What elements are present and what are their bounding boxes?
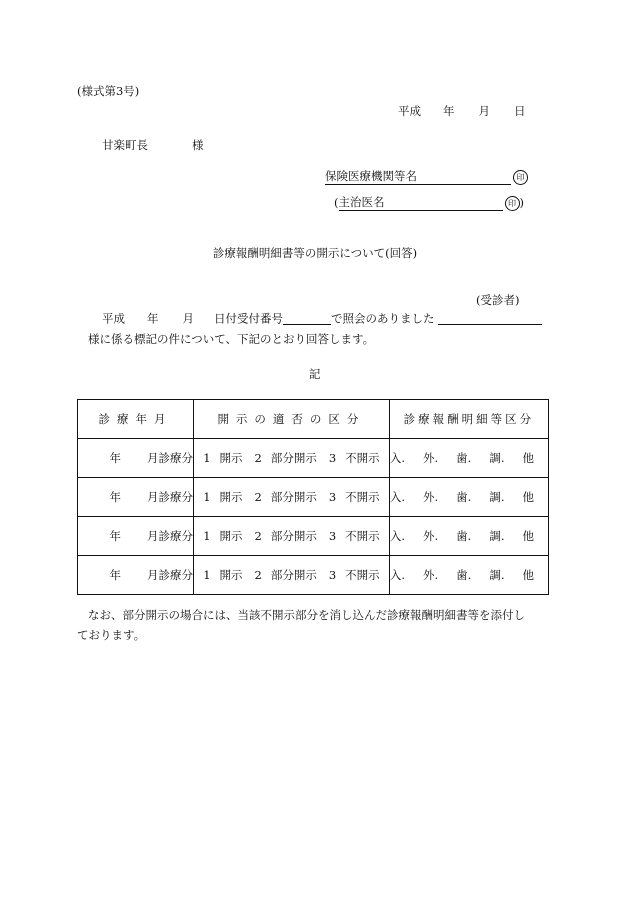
category-cell: 入. 外. 歯. 調. 他 [389,439,548,478]
receipt-number-blank [283,311,331,325]
body-text-after-number: で照会のありました [331,311,435,326]
body-year-unit: 年 [147,311,159,326]
disclosure-cell: 1 開示 2 部分開示 3 不開示 [194,478,390,517]
table-row [78,517,549,556]
body-month-unit: 月 [182,311,194,326]
document-title: 診療報酬明細書等の開示について(回答) [212,246,418,260]
header-disclosure: 開示の適否の区分 [194,400,390,439]
ki-heading: 記 [309,367,321,381]
period-cell: 年 月診療分 [78,478,194,517]
date-month-unit: 月 [478,104,490,118]
category-cell: 入. 外. 歯. 調. 他 [389,556,548,595]
date-day-unit: 日 [514,104,526,118]
institution-label: 保険医療機関等名 [325,169,417,183]
addressee-name: 甘楽町長 [102,138,148,152]
disclosure-cell: 1 開示 2 部分開示 3 不開示 [194,556,390,595]
body-line-1 [102,311,542,325]
category-cell: 入. 外. 歯. 調. 他 [389,478,548,517]
seal-stamp-doctor: 印 [505,196,520,211]
period-cell: 年 月診療分 [78,517,194,556]
patient-name-blank [438,311,542,325]
date-year-unit: 年 [443,104,455,118]
category-cell: 入. 外. 歯. 調. 他 [389,517,548,556]
disclosure-table [77,399,549,595]
period-cell: 年 月診療分 [78,439,194,478]
doctor-open-paren: ( [334,195,339,210]
disclosure-cell: 1 開示 2 部分開示 3 不開示 [194,517,390,556]
table-header-row [78,400,549,439]
sender-doctor [334,196,524,211]
doctor-label: 主治医名 [338,195,385,209]
patient-label: (受診者) [476,293,520,307]
disclosure-cell: 1 開示 2 部分開示 3 不開示 [194,439,390,478]
date-era: 平成 [398,104,421,118]
body-text-before-number: 日付受付番号 [214,311,283,326]
footer-line-1: なお、部分開示の場合には、当該不開示部分を消し込んだ診療報酬明細書等を添付し [88,608,525,622]
footer-line-2: ております。 [77,628,146,642]
header-categories: 診療報酬明細等区分 [389,400,548,439]
seal-stamp-institution: 印 [513,170,528,185]
body-era: 平成 [102,311,125,326]
sender-institution [325,170,528,185]
period-cell: 年 月診療分 [78,556,194,595]
table-row [78,439,549,478]
addressee-honorific: 様 [192,138,204,152]
header-period: 診療年月 [78,400,194,439]
body-line-2: 様に係る標記の件について、下記のとおり回答します。 [88,332,375,346]
table-row [78,478,549,517]
date-line [398,106,526,118]
doctor-close-paren: ) [519,195,524,210]
addressee [102,140,204,152]
form-number: (様式第3号) [77,84,140,98]
table-row [78,556,549,595]
